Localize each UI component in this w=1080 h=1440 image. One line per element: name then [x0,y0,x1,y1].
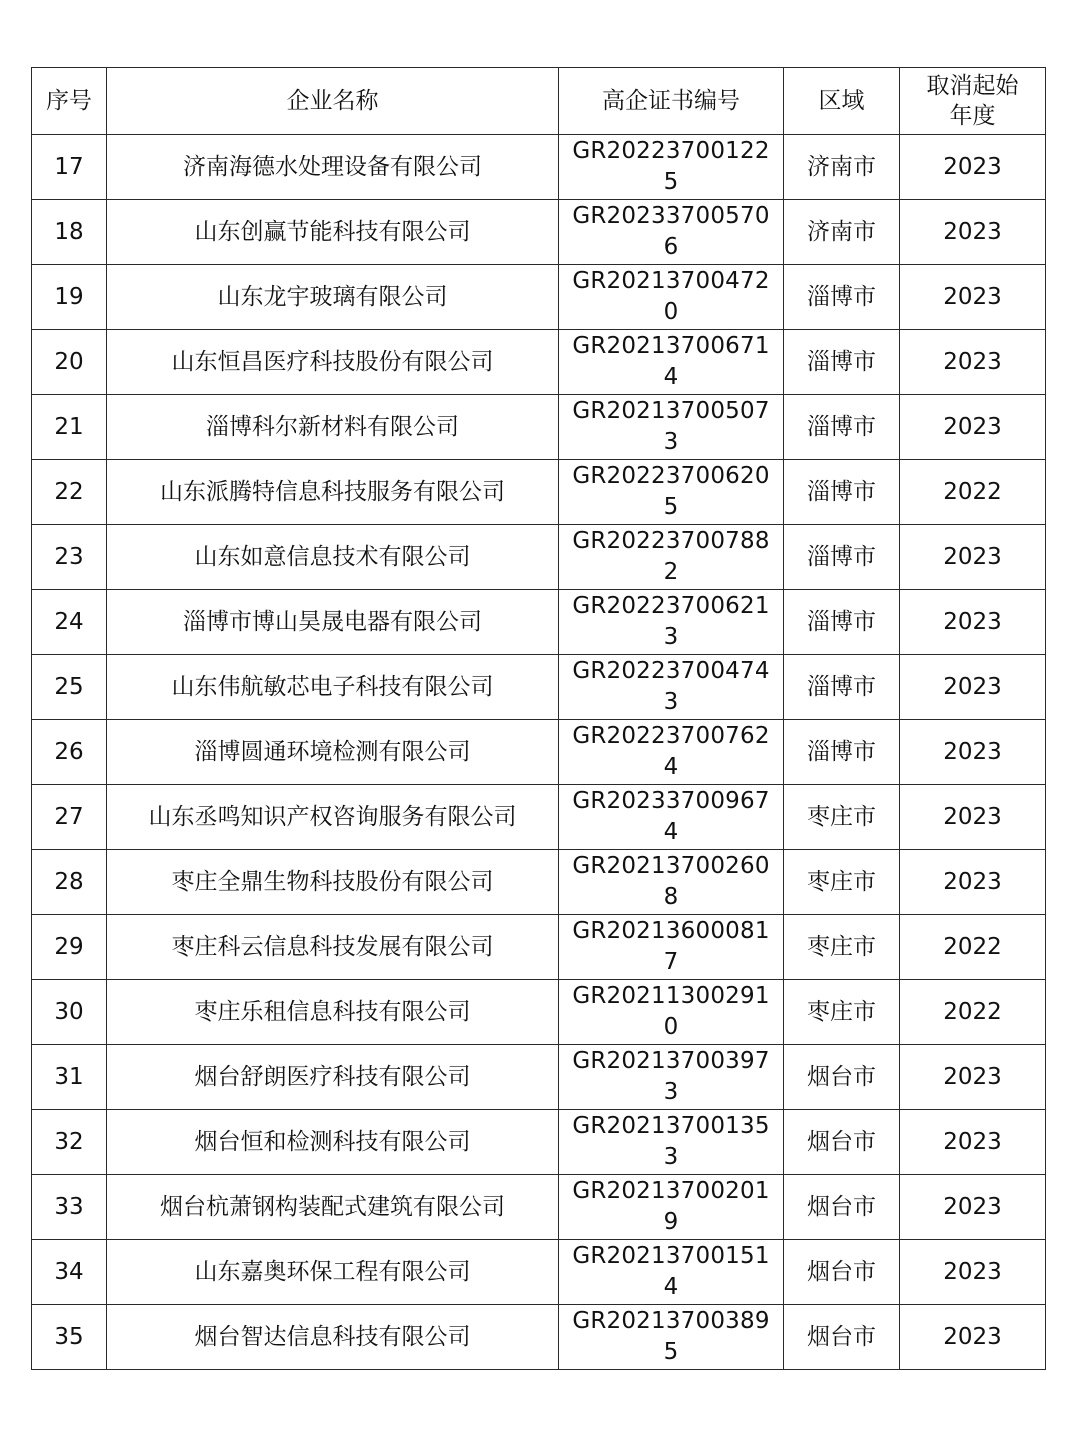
cell-region: 枣庄市 [784,915,900,980]
cell-cert: GR202137001353 [559,1110,784,1175]
cell-index: 18 [32,200,107,265]
cell-cancel-year: 2023 [900,395,1046,460]
cell-company: 烟台恒和检测科技有限公司 [107,1110,559,1175]
cell-index: 19 [32,265,107,330]
cell-cert: GR202113002910 [559,980,784,1045]
table-row [32,655,1046,720]
header-cert: 高企证书编号 [559,68,784,135]
cell-cert: GR202337005706 [559,200,784,265]
cell-region: 淄博市 [784,525,900,590]
table-row [32,200,1046,265]
cell-company: 山东嘉奥环保工程有限公司 [107,1240,559,1305]
cell-cancel-year: 2023 [900,200,1046,265]
table-body [32,135,1046,1370]
cell-index: 32 [32,1110,107,1175]
cell-company: 山东恒昌医疗科技股份有限公司 [107,330,559,395]
cell-index: 30 [32,980,107,1045]
table-row [32,720,1046,785]
header-cancel-year-line1: 取消起始 [926,73,1019,99]
header-index: 序号 [32,68,107,135]
cell-cancel-year: 2023 [900,265,1046,330]
header-row [32,68,1046,135]
cell-cancel-year: 2023 [900,525,1046,590]
cell-cancel-year: 2023 [900,135,1046,200]
table-row [32,265,1046,330]
cell-region: 淄博市 [784,395,900,460]
table-row [32,1240,1046,1305]
header-cancel-year-line2: 年度 [949,103,996,129]
cell-company: 枣庄科云信息科技发展有限公司 [107,915,559,980]
cell-index: 24 [32,590,107,655]
cell-region: 济南市 [784,135,900,200]
cell-index: 35 [32,1305,107,1370]
cell-cert: GR202237001225 [559,135,784,200]
cell-cert: GR202137004720 [559,265,784,330]
cell-cert: GR202237006205 [559,460,784,525]
cell-cert: GR202137005073 [559,395,784,460]
cell-cert: GR202137006714 [559,330,784,395]
table-row [32,980,1046,1045]
cell-company: 淄博圆通环境检测有限公司 [107,720,559,785]
cell-region: 枣庄市 [784,785,900,850]
cell-index: 28 [32,850,107,915]
cell-region: 淄博市 [784,330,900,395]
cell-cancel-year: 2023 [900,655,1046,720]
cell-cancel-year: 2022 [900,915,1046,980]
cell-cert: GR202237007624 [559,720,784,785]
cell-company: 山东创赢节能科技有限公司 [107,200,559,265]
table-row [32,785,1046,850]
cell-cert: GR202337009674 [559,785,784,850]
cell-index: 20 [32,330,107,395]
cell-cancel-year: 2023 [900,590,1046,655]
cell-cancel-year: 2023 [900,1175,1046,1240]
table-row [32,850,1046,915]
table-row [32,1175,1046,1240]
table-row [32,135,1046,200]
cell-company: 淄博市博山昊晟电器有限公司 [107,590,559,655]
cell-cert: GR202136000817 [559,915,784,980]
table-row [32,590,1046,655]
cancelled-enterprises-table [31,67,1046,1370]
cell-region: 烟台市 [784,1045,900,1110]
cell-region: 淄博市 [784,655,900,720]
cell-cancel-year: 2023 [900,720,1046,785]
cell-company: 山东如意信息技术有限公司 [107,525,559,590]
table-row [32,395,1046,460]
cell-region: 烟台市 [784,1305,900,1370]
cell-company: 烟台杭萧钢构装配式建筑有限公司 [107,1175,559,1240]
cell-company: 山东派腾特信息科技服务有限公司 [107,460,559,525]
cell-region: 淄博市 [784,265,900,330]
cell-region: 淄博市 [784,590,900,655]
cell-index: 26 [32,720,107,785]
table-header [32,68,1046,135]
cell-company: 山东伟航敏芯电子科技有限公司 [107,655,559,720]
cell-cancel-year: 2023 [900,1240,1046,1305]
cell-cert: GR202237006213 [559,590,784,655]
cell-cert: GR202137001514 [559,1240,784,1305]
table-row [32,1110,1046,1175]
cell-company: 山东龙宇玻璃有限公司 [107,265,559,330]
cell-index: 33 [32,1175,107,1240]
cell-cert: GR202137003895 [559,1305,784,1370]
header-cancel-year [900,68,1046,135]
cell-region: 淄博市 [784,720,900,785]
cell-company: 烟台舒朗医疗科技有限公司 [107,1045,559,1110]
cell-cancel-year: 2023 [900,1305,1046,1370]
cell-index: 22 [32,460,107,525]
table-row [32,525,1046,590]
cell-company: 枣庄乐租信息科技有限公司 [107,980,559,1045]
cell-region: 烟台市 [784,1175,900,1240]
cell-cert: GR202137002019 [559,1175,784,1240]
cell-index: 21 [32,395,107,460]
cell-company: 山东丞鸣知识产权咨询服务有限公司 [107,785,559,850]
document-table-container [31,67,1046,1370]
table-row [32,330,1046,395]
cell-cancel-year: 2023 [900,850,1046,915]
cell-cancel-year: 2022 [900,980,1046,1045]
cell-index: 17 [32,135,107,200]
table-row [32,915,1046,980]
cell-index: 27 [32,785,107,850]
cell-region: 济南市 [784,200,900,265]
cell-region: 烟台市 [784,1240,900,1305]
header-region: 区域 [784,68,900,135]
cell-company: 烟台智达信息科技有限公司 [107,1305,559,1370]
cell-company: 枣庄全鼎生物科技股份有限公司 [107,850,559,915]
header-company: 企业名称 [107,68,559,135]
cell-index: 31 [32,1045,107,1110]
cell-cert: GR202237004743 [559,655,784,720]
cell-region: 淄博市 [784,460,900,525]
cell-cancel-year: 2023 [900,330,1046,395]
cell-index: 29 [32,915,107,980]
cell-region: 烟台市 [784,1110,900,1175]
cell-cert: GR202137003973 [559,1045,784,1110]
cell-region: 枣庄市 [784,850,900,915]
cell-company: 淄博科尔新材料有限公司 [107,395,559,460]
cell-index: 23 [32,525,107,590]
cell-cancel-year: 2023 [900,785,1046,850]
table-row [32,1045,1046,1110]
table-row [32,460,1046,525]
cell-index: 34 [32,1240,107,1305]
cell-index: 25 [32,655,107,720]
cell-cert: GR202237007882 [559,525,784,590]
cell-cancel-year: 2023 [900,1110,1046,1175]
table-row [32,1305,1046,1370]
cell-company: 济南海德水处理设备有限公司 [107,135,559,200]
cell-cancel-year: 2023 [900,1045,1046,1110]
cell-cancel-year: 2022 [900,460,1046,525]
cell-cert: GR202137002608 [559,850,784,915]
cell-region: 枣庄市 [784,980,900,1045]
